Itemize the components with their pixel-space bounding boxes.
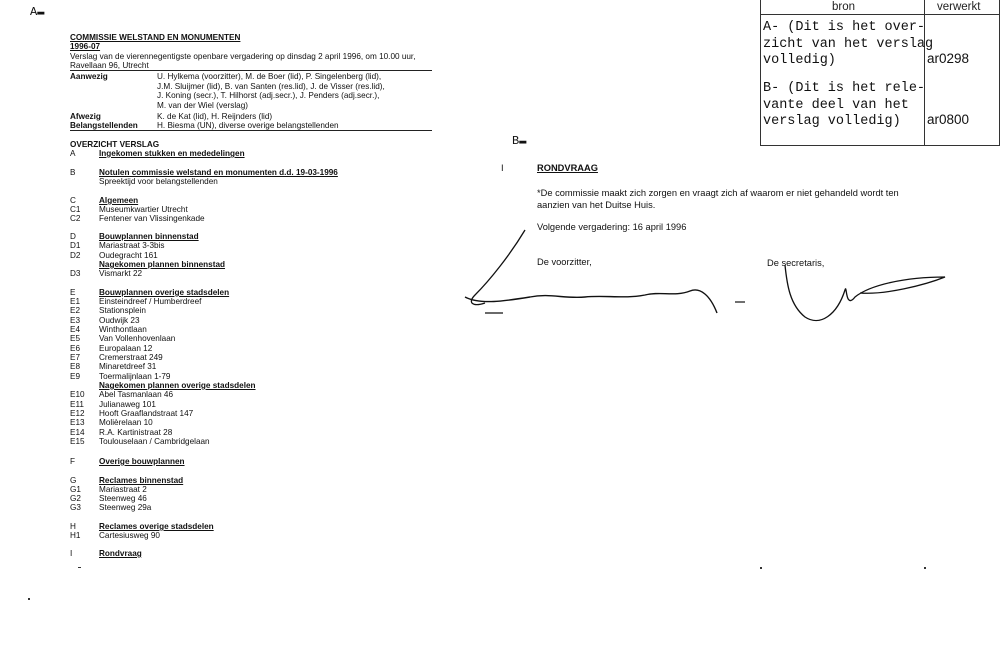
agenda-section-title: Nagekomen plannen binnenstad [99,260,226,269]
agenda-item-text: Museumkwartier Utrecht [99,205,188,214]
agenda-code: E9 [70,372,81,381]
stamp-header-bron: bron [832,1,856,13]
stamp-row1-code: ar0298 [927,51,970,66]
agenda-section-title: Ingekomen stukken en mededelingen [99,149,245,158]
stamp-row2-text: B- (Dit is het rele- vante deel van het verslag volledig) [763,81,926,129]
agenda-code: C2 [70,214,81,223]
agenda-item-text: R.A. Kartinistraat 28 [99,428,173,437]
agenda-section-title: Overige bouwplannen [99,457,185,466]
agenda-code: E13 [70,418,85,427]
agenda-code: G1 [70,485,81,494]
agenda-code: B [70,168,76,177]
agenda-item-text: Molièrelaan 10 [99,418,153,427]
corner-mark-a: A▬ [30,5,45,19]
stamp-row1-text: A- (Dit is het over- zicht van het verslag volledig) [763,20,934,68]
agenda-section-title: Bouwplannen overige stadsdelen [99,288,230,297]
agenda-section-title: Reclames binnenstad [99,476,184,485]
agenda-code: E12 [70,409,85,418]
agenda-code: E6 [70,344,81,353]
agenda-item [70,306,450,316]
agenda-item [70,334,450,344]
agenda-code: H [70,522,76,531]
section-b-mark: B▬ [512,134,527,148]
agenda-item [70,531,450,541]
attendance-label: Aanwezig [70,72,108,81]
agenda-item-text: Oudwijk 23 [99,316,140,325]
agenda-item [70,390,450,400]
stamp-header-verwerkt: verwerkt [937,1,981,13]
agenda-item-text: Steenweg 29a [99,503,152,512]
agenda-code: E4 [70,325,81,334]
speck [924,567,926,569]
agenda-item-text: Vismarkt 22 [99,269,143,278]
agenda-code: G2 [70,494,81,503]
agenda-code: A [70,149,76,158]
agenda-item [70,362,450,372]
meeting-line-2: Ravellaan 96, Utrecht [70,61,149,70]
agenda-code: E15 [70,437,85,446]
agenda-code: H1 [70,531,81,540]
agenda-item-text: Oudegracht 161 [99,251,158,260]
rondvraag-paragraph: *De commissie maakt zich zorgen en vraagt zich af waarom er niet gehandeld wordt ten aanzien van het Duitse Huis. [537,188,899,210]
next-meeting: Volgende vergadering: 16 april 1996 [537,222,687,232]
agenda-code: E8 [70,362,81,371]
agenda-item-text: Toulouselaan / Cambridgelaan [99,437,210,446]
agenda-item-text: Spreektijd voor belangstellenden [99,177,218,186]
speck [78,567,81,568]
attendance-names: J. Koning (secr.), T. Hilhorst (adj.secr.), J. Penders (adj.secr.), [157,91,380,100]
attendance-names: J.M. Sluijmer (lid), B. van Santen (res.lid), J. de Visser (res.lid), [157,81,385,91]
rondvraag-code: I [501,163,504,173]
agenda-code: G3 [70,503,81,512]
org-title: COMMISSIE WELSTAND EN MONUMENTEN [70,33,241,42]
agenda-item-text: Hooft Graaflandstraat 147 [99,409,194,418]
agenda-section-title: Notulen commissie welstand en monumenten d.d. 19-03-1996 [99,168,338,177]
agenda-item-text: Einsteindreef / Humberdreef [99,297,202,306]
agenda-section-title: Bouwplannen binnenstad [99,232,199,241]
attendance-names: U. Hylkema (voorzitter), M. de Boer (lid), P. Singelenberg (lid), [157,72,382,81]
agenda-section-title: Algemeen [99,196,139,205]
speck [760,567,762,569]
report-number: 1996-07 [70,42,101,51]
header-divider [70,70,432,71]
attendance-label: Afwezig [70,112,101,121]
agenda-item-text: Cremerstraat 249 [99,353,163,362]
agenda-code: E5 [70,334,81,343]
speck [28,598,30,600]
agenda-code: I [70,549,73,558]
agenda-item-text: Stationsplein [99,306,146,315]
stamp-row2-code: ar0800 [927,112,970,127]
agenda-item-text: Abel Tasmanlaan 46 [99,390,174,399]
attendance-names: K. de Kat (lid), H. Reijnders (lid) [157,112,273,121]
attendance-label: Belangstellenden [70,121,138,130]
agenda-item [70,241,450,251]
attendance-names: H. Biesma (UN), diverse overige belangstellenden [157,121,339,130]
agenda-code: F [70,457,76,466]
agenda-code: D3 [70,269,81,278]
agenda-section-title: Rondvraag [99,549,142,558]
agenda-code: E10 [70,390,85,399]
agenda-item [70,549,450,559]
agenda-section-title: Reclames overige stadsdelen [99,522,214,531]
agenda-item [70,269,450,279]
agenda-item [70,503,450,513]
agenda-code: E1 [70,297,81,306]
agenda-item-text: Europalaan 12 [99,344,153,353]
chair-label: De voorzitter, [537,257,592,267]
overview-title: OVERZICHT VERSLAG [70,140,160,149]
agenda-code: D [70,232,76,241]
agenda-item-text: Van Vollenhovenlaan [99,334,176,343]
agenda-section-title: Nagekomen plannen overige stadsdelen [99,381,256,390]
agenda-item [70,177,450,187]
agenda-item [70,457,450,467]
agenda-code: E7 [70,353,81,362]
agenda-item [70,418,450,428]
agenda-code: D1 [70,241,81,250]
agenda-code: D2 [70,251,81,260]
agenda-code: C1 [70,205,81,214]
attendance-names: M. van der Wiel (verslag) [157,100,248,110]
chair-signature [455,225,755,325]
agenda-item-text: Cartesiusweg 90 [99,531,160,540]
secretary-signature [775,255,975,335]
agenda-code: E3 [70,316,81,325]
agenda-item-text: Mariastraat 3-3bis [99,241,165,250]
agenda-item-text: Minaretdreef 31 [99,362,157,371]
rondvraag-title: RONDVRAAG [537,163,598,173]
agenda-item-text: Steenweg 46 [99,494,147,503]
agenda-item [70,149,450,159]
agenda-code: E [70,288,76,297]
agenda-code: E2 [70,306,81,315]
agenda-code: G [70,476,77,485]
agenda-item [70,437,450,447]
meeting-line-1: Verslag van de vierennegentigste openbare vergadering op dinsdag 2 april 1996, om 10.00 uur, [70,52,416,61]
agenda-item-text: Toermalijnlaan 1-79 [99,372,171,381]
agenda-code: E14 [70,428,85,437]
secretary-label: De secretaris, [767,258,825,268]
agenda-item [70,214,450,224]
attendance-divider [70,130,432,131]
agenda-item-text: Julianaweg 101 [99,400,156,409]
agenda-code: E11 [70,400,84,409]
agenda-item-text: Winthontlaan [99,325,147,334]
archive-stamp-table [760,0,1000,145]
agenda-item-text: Fentener van Vlissingenkade [99,214,205,223]
agenda-item-text: Mariastraat 2 [99,485,147,494]
agenda-code: C [70,196,76,205]
